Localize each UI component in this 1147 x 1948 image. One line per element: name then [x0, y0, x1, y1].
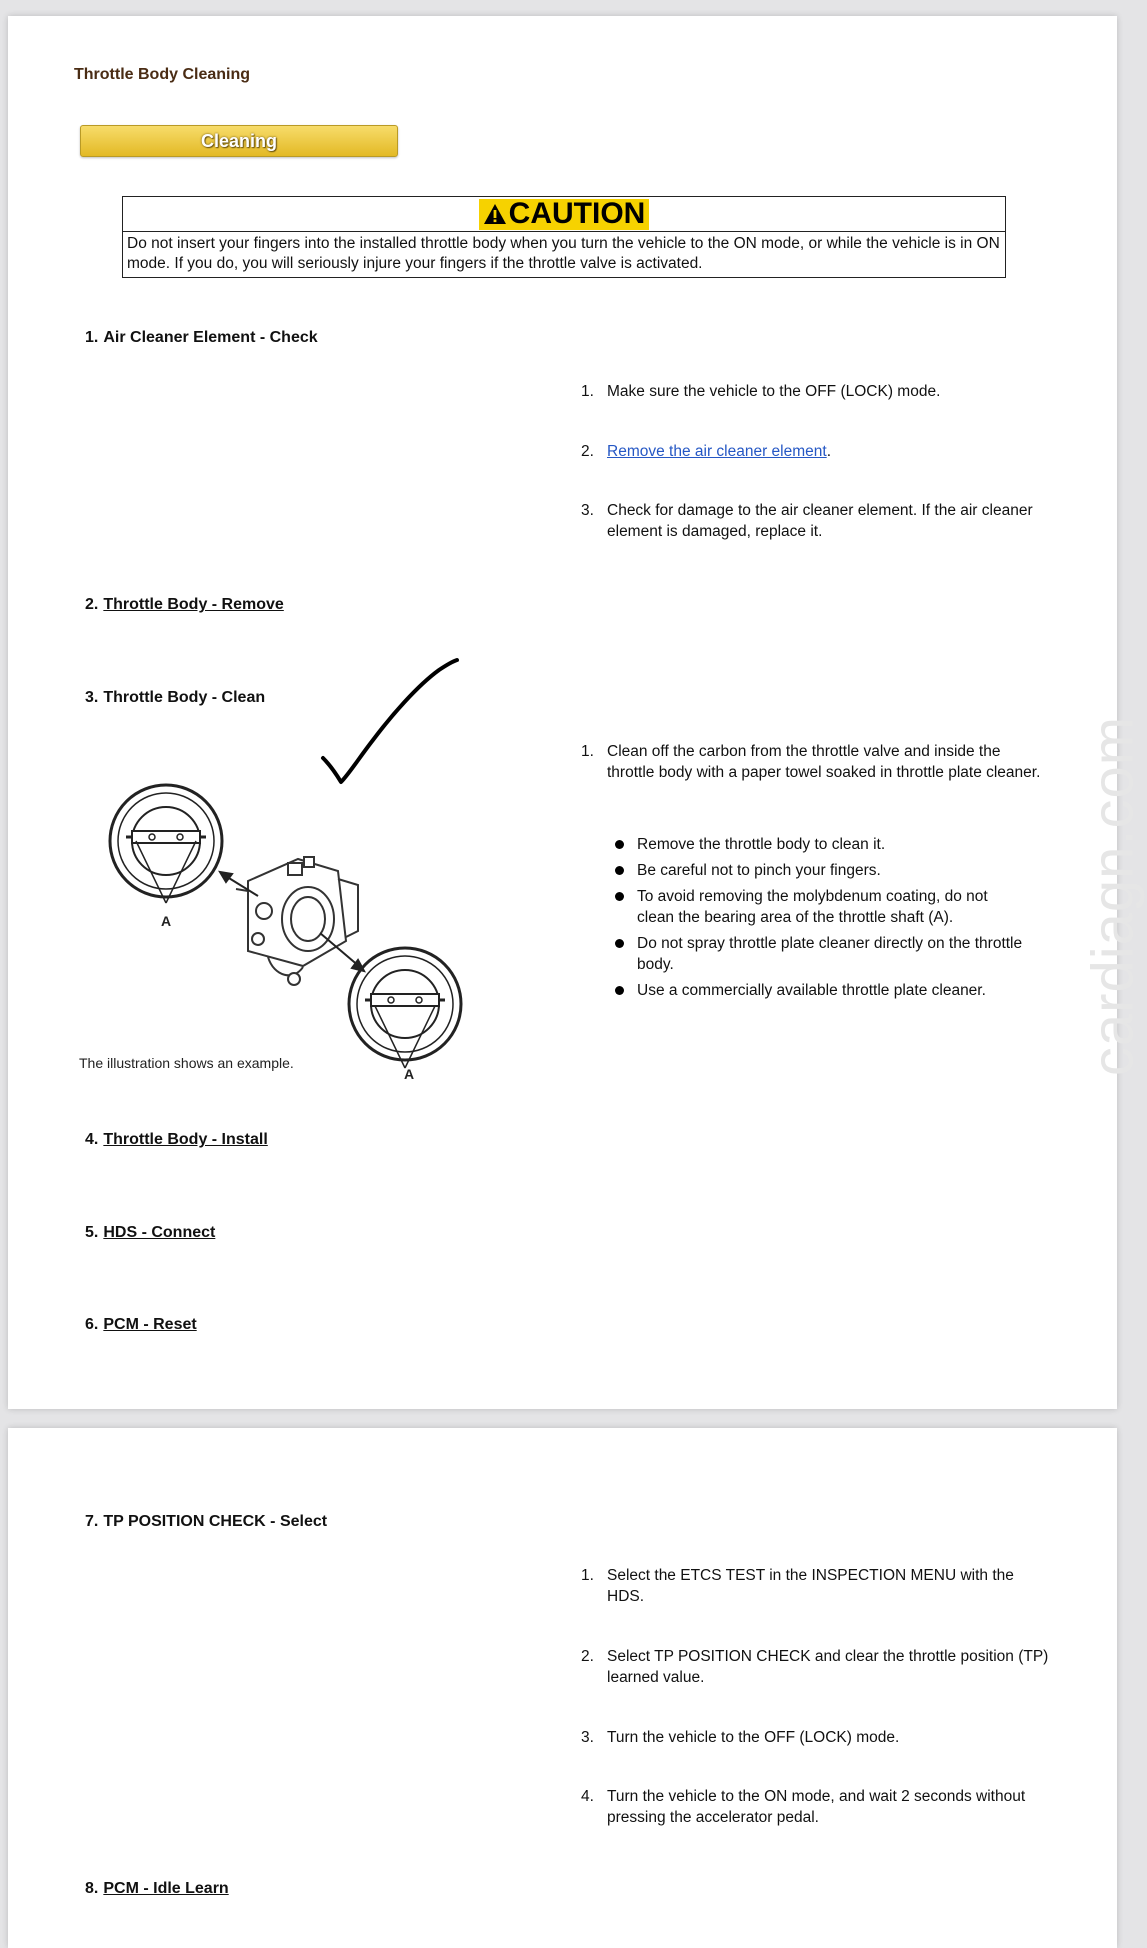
- throttle-body-drawing: [236, 857, 358, 985]
- remove-air-cleaner-element-link[interactable]: Remove the air cleaner element: [607, 443, 827, 460]
- illustration-label-a-right: A: [403, 1066, 415, 1082]
- step-3-substep-1: 1. Clean off the carbon from the throttle valve and inside the throttle body with a paper towel soaked in throttle plate cleaner.: [581, 743, 1041, 781]
- throttle-body-illustration: [98, 771, 468, 1091]
- page-title: Throttle Body Cleaning: [74, 66, 250, 83]
- note-item: To avoid removing the molybdenum coating, do not clean the bearing area of the throttle shaft (A).: [608, 886, 1028, 928]
- pcm-reset-link[interactable]: PCM - Reset: [103, 1316, 197, 1333]
- document-page-2: [8, 1428, 1117, 1948]
- step-7-substep-3: 3. Turn the vehicle to the OFF (LOCK) mode.: [581, 1729, 900, 1746]
- throttle-body-remove-link[interactable]: Throttle Body - Remove: [103, 596, 284, 613]
- note-item: Do not spray throttle plate cleaner directly on the throttle body.: [608, 933, 1028, 975]
- step-heading-pcm-idle-learn: 8. PCM - Idle Learn: [85, 1880, 229, 1897]
- step-heading-tp-position-check: 7. TP POSITION CHECK - Select: [85, 1513, 328, 1530]
- handwritten-checkmark-icon: [311, 646, 471, 786]
- step-heading-throttle-body-clean: 3. Throttle Body - Clean: [85, 689, 266, 706]
- watermark: cardiagn.com: [1080, 715, 1146, 1077]
- illustration-caption: The illustration shows an example.: [79, 1055, 294, 1071]
- pcm-idle-learn-link[interactable]: PCM - Idle Learn: [103, 1880, 229, 1897]
- note-item: Be careful not to pinch your fingers.: [608, 860, 1028, 881]
- step-1-substep-1: 1. Make sure the vehicle to the OFF (LOCK) mode.: [581, 383, 941, 400]
- cleaning-section-banner: Cleaning: [80, 125, 398, 157]
- caution-label-text: CAUTION: [508, 197, 646, 230]
- step-1-substep-2: 2. Remove the air cleaner element.: [581, 443, 832, 460]
- step-7-substep-4: 4. Turn the vehicle to the ON mode, and wait 2 seconds without pressing the accelerator pedal.: [581, 1788, 1026, 1826]
- hds-connect-link[interactable]: HDS - Connect: [103, 1224, 216, 1241]
- throttle-body-install-link[interactable]: Throttle Body - Install: [103, 1131, 268, 1148]
- caution-box: [122, 196, 1006, 278]
- step-1-substep-3: 3. Check for damage to the air cleaner element. If the air cleaner element is damaged, replace it.: [581, 502, 1033, 540]
- note-item: Use a commercially available throttle plate cleaner.: [608, 980, 1028, 1001]
- caution-label: [479, 199, 650, 230]
- document-page-1: [8, 16, 1146, 1409]
- throttle-valve-detail-left: [110, 785, 222, 903]
- caution-header: [123, 197, 1005, 232]
- step-heading-throttle-body-remove: 2. Throttle Body - Remove: [85, 596, 284, 613]
- step-7-substep-1: 1. Select the ETCS TEST in the INSPECTION MENU with the HDS.: [581, 1567, 1014, 1605]
- caution-text: Do not insert your fingers into the installed throttle body when you turn the vehicle to the ON mode, or while the vehicle is in ON mode. If you do, you will seriously injure your fingers if the throttle valve is activated.: [127, 235, 1000, 272]
- illustration-label-a-left: A: [160, 913, 172, 929]
- warning-triangle-icon: [483, 203, 507, 225]
- note-item: Remove the throttle body to clean it.: [608, 834, 1028, 855]
- step-heading-air-cleaner-check: 1. Air Cleaner Element - Check: [85, 329, 318, 346]
- throttle-valve-detail-right: [349, 948, 461, 1068]
- step-heading-hds-connect: 5. HDS - Connect: [85, 1224, 216, 1241]
- step-7-substep-2: 2. Select TP POSITION CHECK and clear the throttle position (TP) learned value.: [581, 1648, 1049, 1686]
- step-heading-throttle-body-install: 4. Throttle Body - Install: [85, 1131, 268, 1148]
- step-3-notes-list: [608, 834, 1028, 1005]
- step-heading-pcm-reset: 6. PCM - Reset: [85, 1316, 197, 1333]
